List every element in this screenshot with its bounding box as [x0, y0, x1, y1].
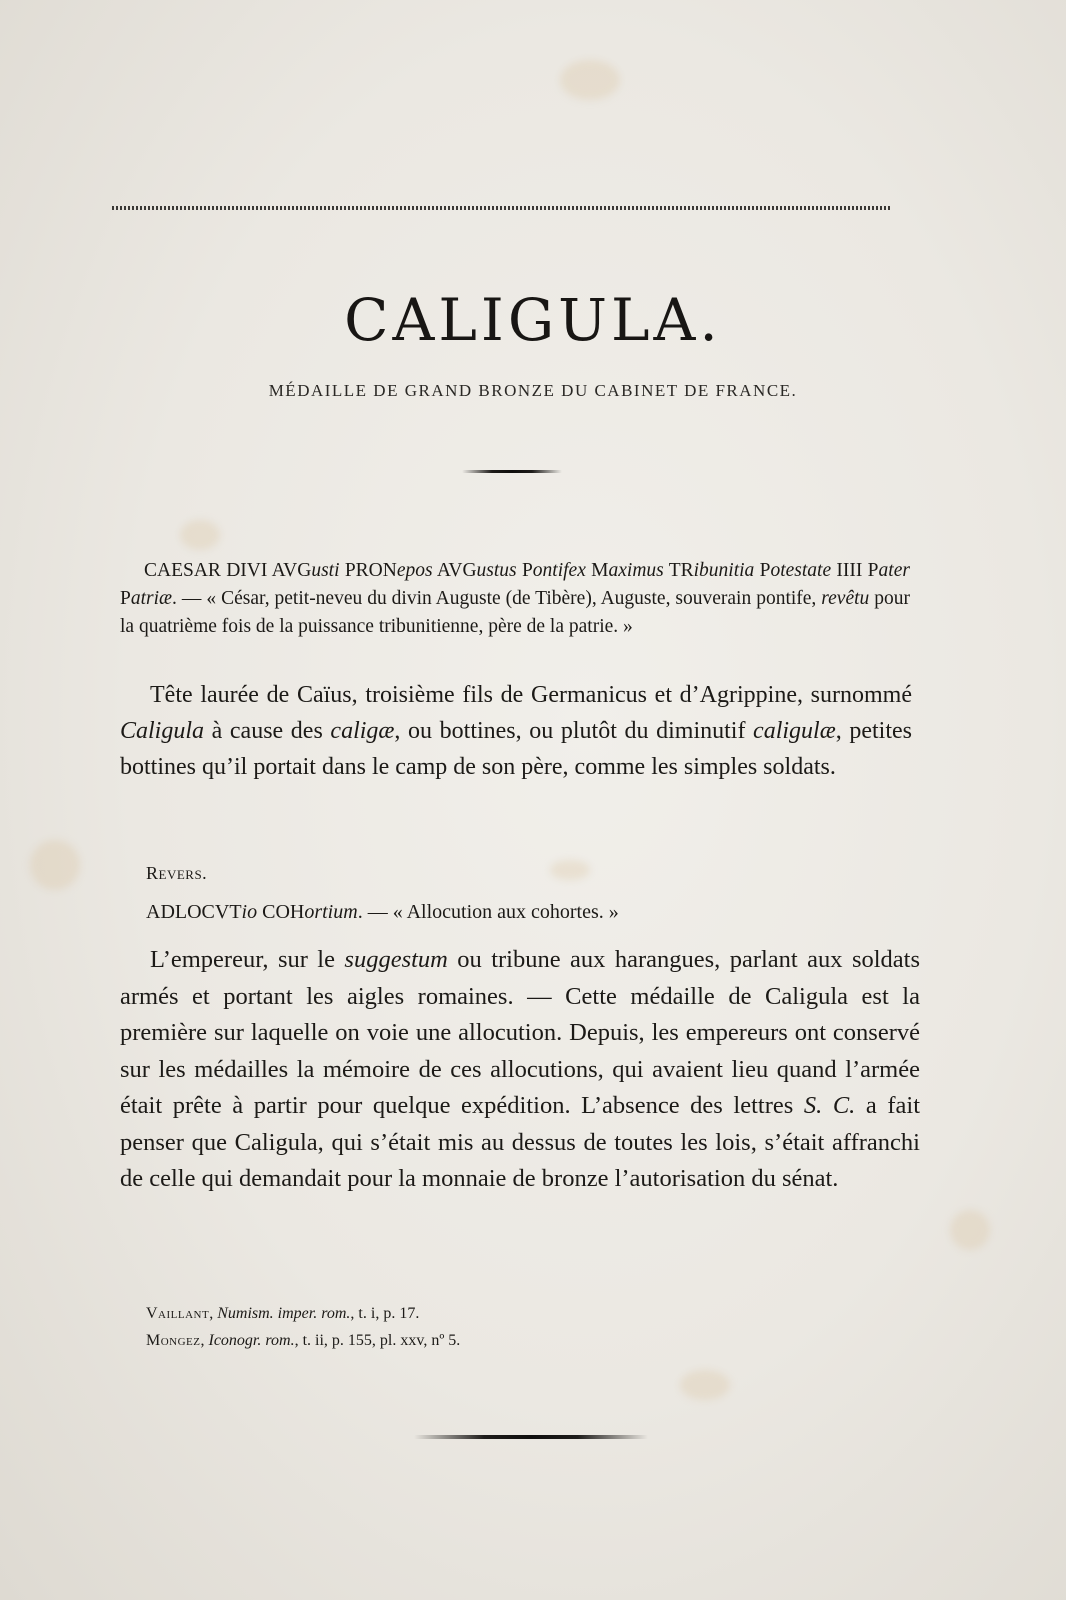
- text-run: CAESAR DIVI AVG: [144, 560, 312, 581]
- text-run: ADLOCVT: [146, 901, 242, 923]
- text-run: ou tribune aux harangues, parlant aux soldats armés et portant les aigles romaines. — Cette médaille de Caligula est la première sur laquelle on voie une allocution. Depuis, les empereurs ont conservé sur les médailles la mémoire de ces allocutions, qui avaient lieu quand l’armée était prête à partir pour quelque expédition. L’absence des lettres: [120, 946, 921, 1119]
- italic-run: revêtu: [821, 588, 870, 609]
- text-run: , ou bottines, ou plutôt du diminutif: [394, 718, 754, 744]
- text-run: . — « César, petit-neveu du divin Auguste (de Tibère), Auguste, souverain pontife,: [172, 588, 822, 609]
- reference-work: Numism. imper. rom.: [217, 1305, 351, 1322]
- italic-run: io: [241, 901, 258, 923]
- paper-stain: [30, 840, 80, 890]
- ornament-rule: [462, 470, 562, 473]
- reference-locator: , t. i, p. 17.: [350, 1305, 420, 1322]
- italic-run: ortium: [304, 901, 358, 923]
- obverse-legend: [120, 557, 910, 641]
- text-run: . — « Allocution aux cohortes. »: [357, 901, 619, 923]
- text-run: TR: [663, 560, 694, 581]
- italic-run: caligæ: [330, 718, 395, 744]
- text-run: Tête laurée de Caïus, troisième fils de Germanicus et d’Agrippine, surnommé: [150, 682, 912, 708]
- obverse-description: [120, 677, 912, 785]
- text-run: P: [516, 560, 533, 581]
- italic-run: Caligula: [120, 718, 205, 744]
- text-run: , petites bottines qu’il portait dans le camp de son père, comme les simples soldats.: [120, 718, 912, 780]
- page-title: CALIGULA.: [344, 286, 722, 354]
- italic-run: caligulæ: [753, 718, 836, 744]
- italic-run: otestate: [770, 560, 832, 581]
- text-run: pour la quatrième fois de la puissance tribunitienne, père de la patrie. »: [120, 588, 910, 637]
- reference-author: Mongez: [146, 1332, 201, 1349]
- text-run: L’empereur, sur le: [150, 946, 345, 973]
- italic-run: ater: [878, 560, 910, 581]
- reverse-heading: Revers.: [146, 863, 208, 883]
- italic-run: atriæ: [130, 588, 173, 609]
- references: [146, 1300, 846, 1354]
- italic-run: epos: [396, 560, 433, 581]
- paper-stain: [950, 1210, 990, 1250]
- reference-locator: , t. ii, p. 155, pl. xxv, nº 5.: [294, 1332, 461, 1349]
- dotted-rule-top: [112, 206, 890, 210]
- reference-item: Vaillant, Numism. imper. rom., t. i, p. 17.: [146, 1305, 420, 1322]
- italic-run: ustus: [476, 560, 517, 581]
- paper-stain: [180, 520, 220, 550]
- paper-stain: [560, 60, 620, 100]
- text-run: a fait penser que Caligula, qui s’était mis au dessus de toutes les lois, s’était affranchi de celle qui demandait pour la monnaie de bronze l’autorisation du sénat.: [120, 1092, 921, 1192]
- text-run: P: [120, 588, 131, 609]
- page-subtitle: MÉDAILLE DE GRAND BRONZE DU CABINET DE FRANCE.: [268, 381, 798, 400]
- italic-run: ontifex: [532, 560, 586, 581]
- reverse-description: [120, 942, 920, 1198]
- paper-stain: [680, 1370, 730, 1400]
- text-run: P: [754, 560, 771, 581]
- text-run: IIII P: [831, 560, 879, 581]
- reference-work: Iconogr. rom.: [208, 1332, 295, 1349]
- text-run: AVG: [432, 560, 477, 581]
- text-run: PRON: [339, 560, 397, 581]
- italic-run: usti: [311, 560, 340, 581]
- text-run: M: [585, 560, 609, 581]
- paper-stain: [550, 860, 590, 880]
- italic-run: suggestum: [344, 946, 448, 973]
- reverse-legend: [146, 898, 906, 926]
- italic-run: ibunitia: [693, 560, 755, 581]
- reference-item: Mongez, Iconogr. rom., t. ii, p. 155, pl. xxv, nº 5.: [146, 1332, 461, 1349]
- text-run: COH: [257, 901, 305, 923]
- reference-author: Vaillant: [146, 1305, 210, 1322]
- ornament-rule-bottom: [414, 1435, 648, 1439]
- text-run: à cause des: [204, 718, 331, 744]
- italic-run: S. C.: [803, 1092, 856, 1119]
- italic-run: aximus: [608, 560, 664, 581]
